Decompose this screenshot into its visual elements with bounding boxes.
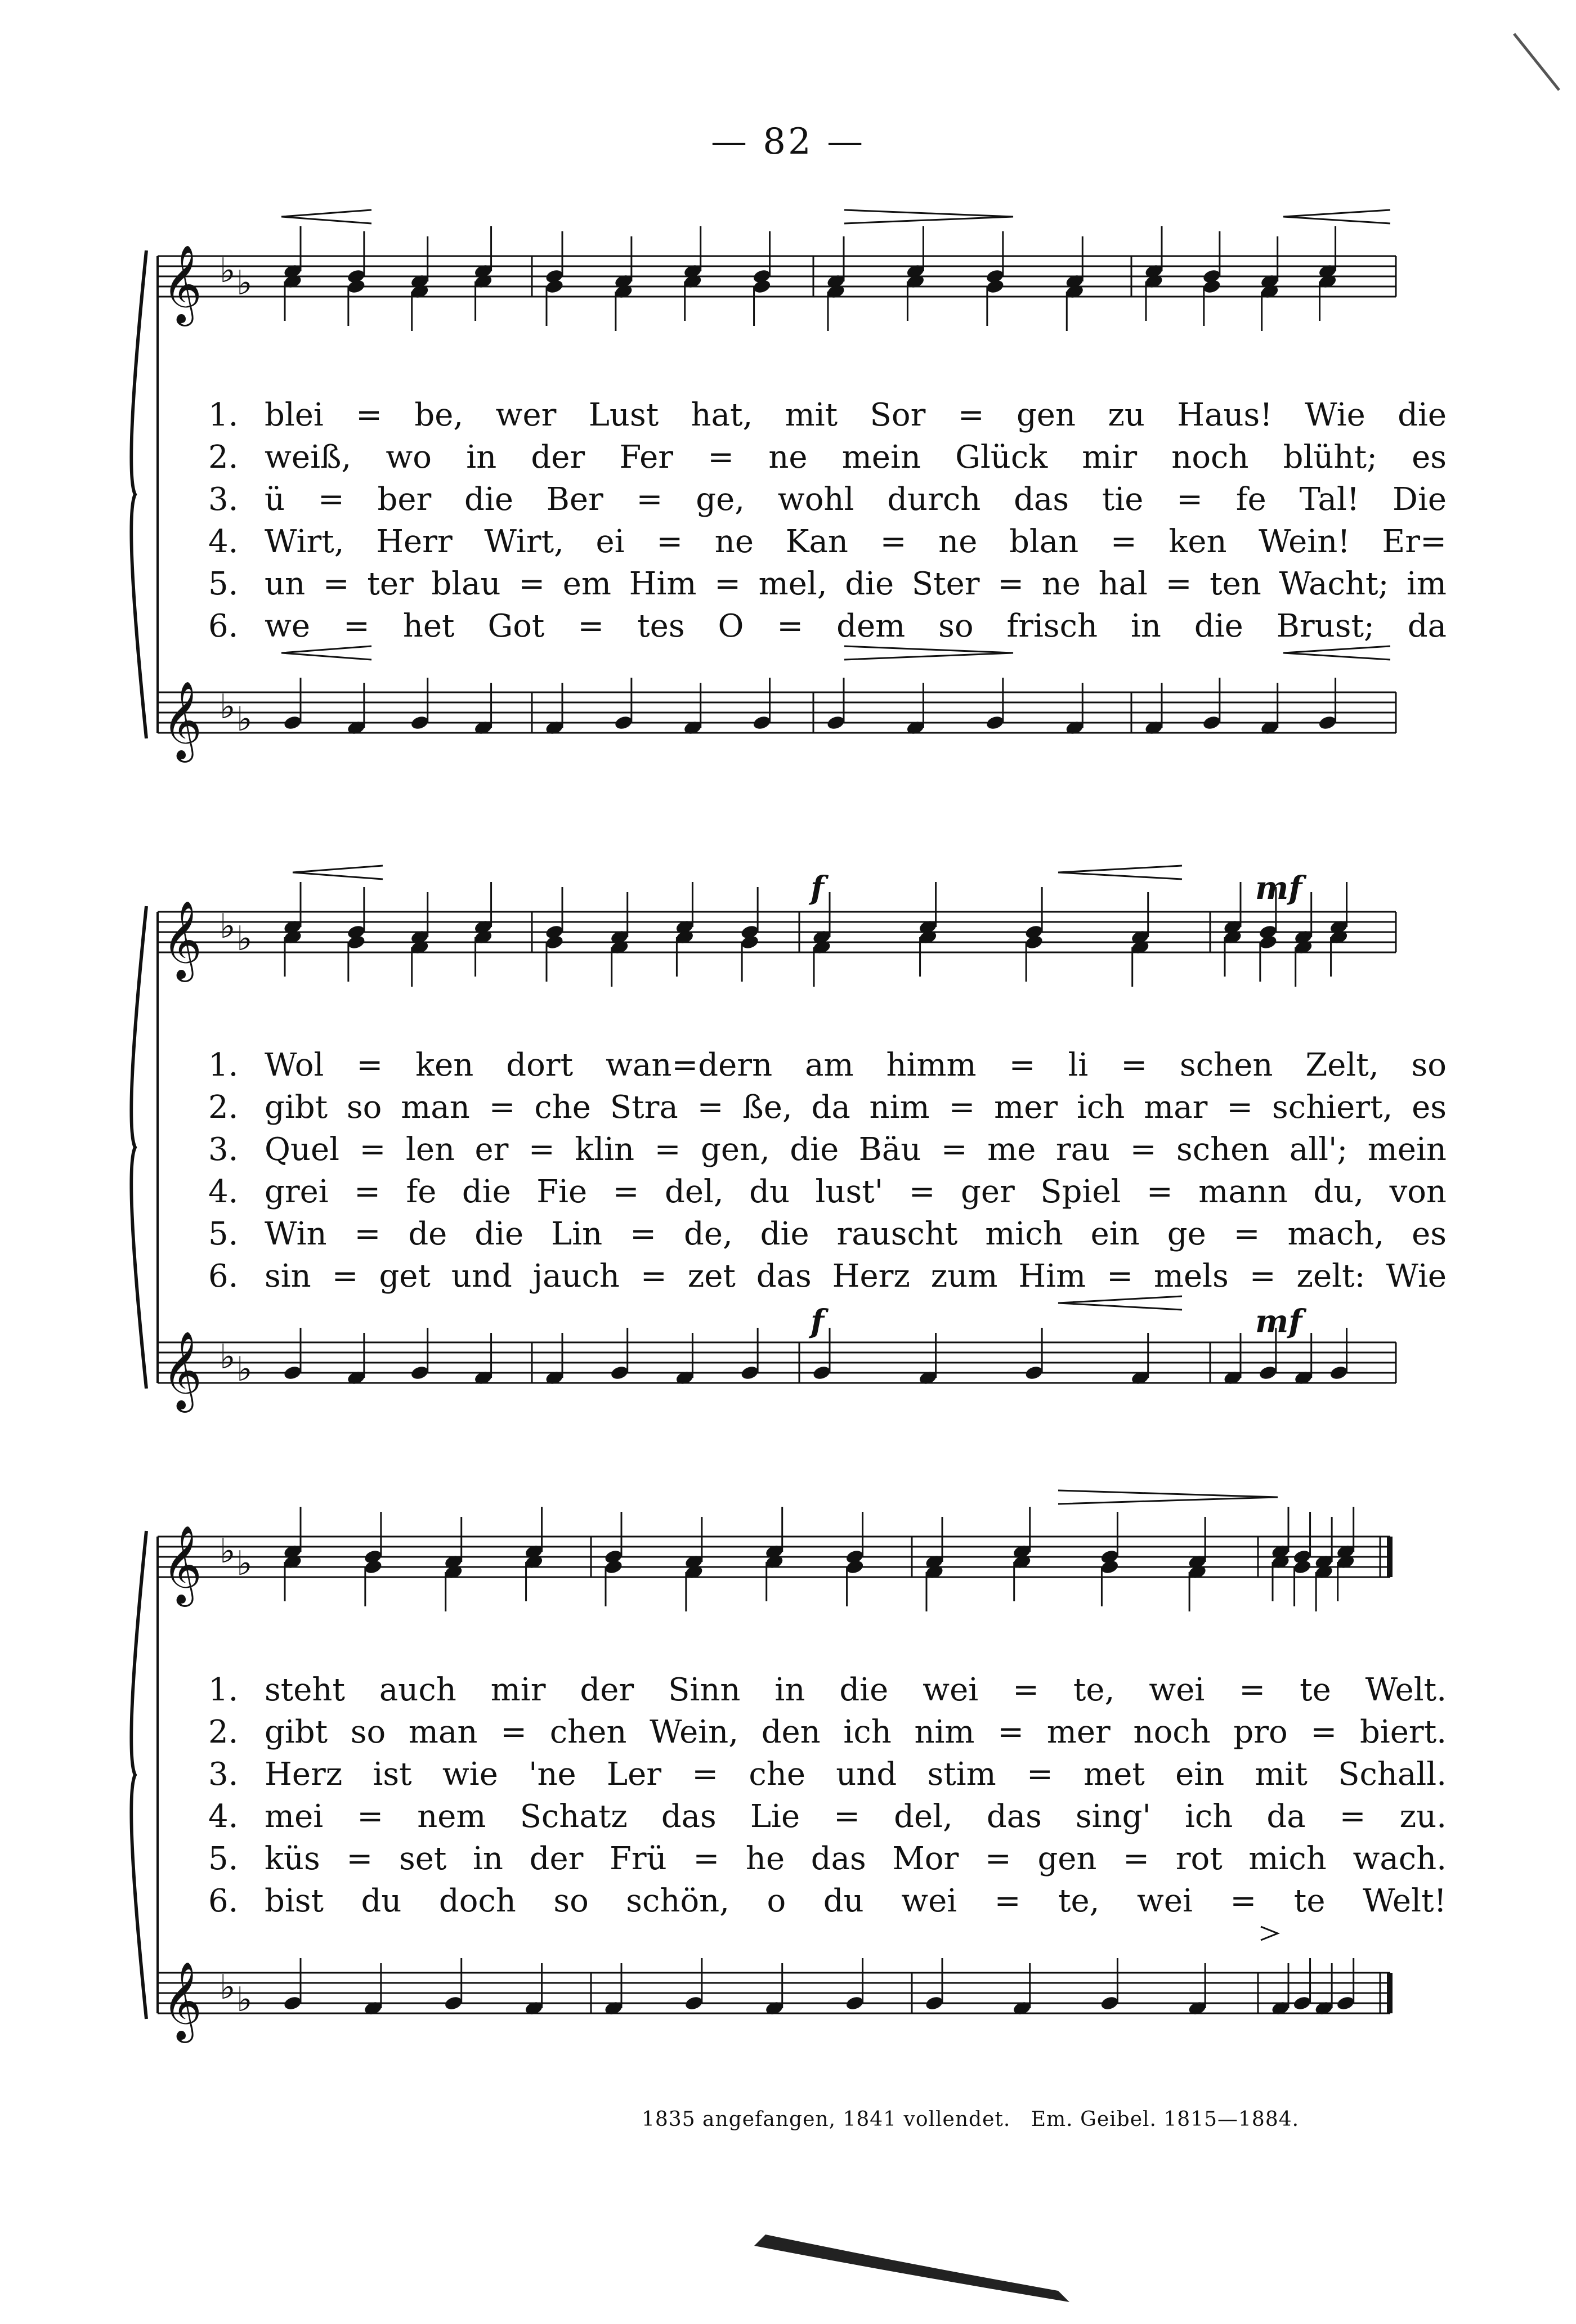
verse-number: 2.	[208, 1714, 239, 1750]
dynamic-marking: f	[811, 870, 825, 907]
treble-clef-icon: 𝄞	[162, 681, 202, 759]
verse-text: Quel = len er = klin = gen, die Bäu = me rau = schen all'; mein	[265, 1131, 1447, 1168]
verse-text: Herz ist wie 'ne Ler = che und stim = met ein mit Schall.	[265, 1756, 1447, 1793]
flat-icon: ♭	[236, 1544, 253, 1583]
verse-text: sin = get und jauch = zet das Herz zum Him = mels = zelt: Wie	[265, 1258, 1447, 1295]
verse-text: gibt so man = che Stra = ße, da nim = mer ich mar = schiert, es	[265, 1089, 1447, 1126]
dynamic-marking: mf	[1255, 870, 1302, 907]
verse-number: 1.	[208, 1047, 239, 1083]
verse-number: 3.	[208, 481, 239, 518]
verse-text: gibt so man = chen Wein, den ich nim = mer noch pro = biert.	[265, 1714, 1447, 1750]
verse-number: 5.	[208, 1216, 239, 1252]
flat-icon: ♭	[220, 907, 236, 946]
verse-number: 6.	[208, 608, 239, 644]
verse-number: 6.	[208, 1883, 239, 1919]
flat-icon: ♭	[220, 1532, 236, 1571]
dynamic-marking: mf	[1255, 1303, 1302, 1340]
verse-text: un = ter blau = em Him = mel, die Ster = ne hal = ten Wacht; im	[265, 566, 1447, 602]
verse-number: 5.	[208, 1841, 239, 1877]
verse-number: 2.	[208, 1089, 239, 1126]
treble-clef-icon: 𝄞	[162, 245, 202, 323]
torn-edge-mark	[754, 2235, 1069, 2302]
verse-number: 2.	[208, 439, 239, 476]
author-credit: Em. Geibel. 1815—1884.	[1031, 2108, 1300, 2131]
verse-text: küs = set in der Frü = he das Mor = gen = rot mich wach.	[265, 1841, 1447, 1877]
verse-text: Wirt, Herr Wirt, ei = ne Kan = ne blan = ken Wein! Er=	[265, 523, 1447, 560]
verse-text: mei = nem Schatz das Lie = del, das sing' ich da = zu.	[265, 1798, 1447, 1835]
verse-number: 4.	[208, 1174, 239, 1210]
verse-text: grei = fe die Fie = del, du lust' = ger Spiel = mann du, von	[265, 1174, 1447, 1210]
verse-text: bist du doch so schön, o du wei = te, wei = te Welt!	[265, 1883, 1447, 1919]
flat-icon: ♭	[220, 1337, 236, 1377]
verse-number: 6.	[208, 1258, 239, 1295]
verse-number: 5.	[208, 566, 239, 602]
flat-icon: ♭	[220, 251, 236, 290]
pencil-mark	[1514, 34, 1559, 90]
dynamic-marking: f	[811, 1303, 825, 1340]
verse-text: we = het Got = tes O = dem so frisch in die Brust; da	[265, 608, 1447, 644]
composition-date-note: 1835 angefangen, 1841 vollendet.	[642, 2108, 1011, 2131]
flat-icon: ♭	[236, 700, 253, 739]
verse-number: 1.	[208, 1672, 239, 1708]
flat-icon: ♭	[220, 687, 236, 727]
verse-text: blei = be, wer Lust hat, mit Sor = gen zu Haus! Wie die	[265, 397, 1447, 433]
verse-text: ü = ber die Ber = ge, wohl durch das tie = fe Tal! Die	[265, 481, 1447, 518]
flat-icon: ♭	[236, 919, 253, 959]
flat-icon: ♭	[236, 263, 253, 303]
flat-icon: ♭	[220, 1968, 236, 2007]
verse-number: 3.	[208, 1131, 239, 1168]
verse-number: 3.	[208, 1756, 239, 1793]
treble-clef-icon: 𝄞	[162, 1331, 202, 1409]
verse-text: weiß, wo in der Fer = ne mein Glück mir noch blüht; es	[265, 439, 1447, 476]
verse-text: steht auch mir der Sinn in die wei = te, wei = te Welt.	[265, 1672, 1447, 1708]
verse-number: 1.	[208, 397, 239, 433]
verse-number: 4.	[208, 1798, 239, 1835]
flat-icon: ♭	[236, 1350, 253, 1389]
flat-icon: ♭	[236, 1980, 253, 2019]
verse-number: 4.	[208, 523, 239, 560]
verse-text: Win = de die Lin = de, die rauscht mich ein ge = mach, es	[265, 1216, 1447, 1252]
page-number: — 82 —	[710, 121, 866, 163]
treble-clef-icon: 𝄞	[162, 901, 202, 979]
treble-clef-icon: 𝄞	[162, 1962, 202, 2040]
verse-text: Wol = ken dort wan=dern am himm = li = schen Zelt, so	[265, 1047, 1447, 1083]
treble-clef-icon: 𝄞	[162, 1525, 202, 1604]
